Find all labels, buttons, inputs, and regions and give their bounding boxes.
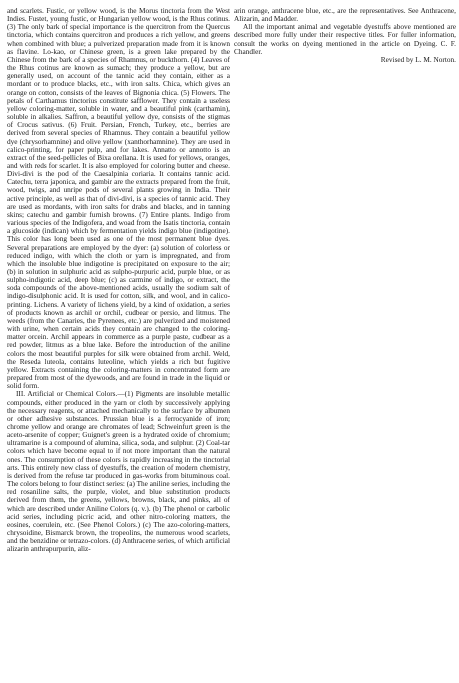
left-column bbox=[7, 7, 230, 553]
revision-signature: Revised by L. M. Norton. bbox=[380, 54, 456, 64]
body-paragraph: and scarlets. Fustic, or yellow wood, is the Morus tinctoria from the West Indies. Fustet, young fustic, or Hungarian yellow wood, is the Rhus cotinus. (3) The only bark of special importance is the quercitron from the Quercus tinctoria, which contains quercitron and produces a rich yellow, and greens when combined with blue; a pulverized preparation made from it is known as flavine. Lo-kao, or Chinese green, is a green lake prepared by the Chinese from the bark of a species of Rhamnus, or buckthorn. (4) Leaves of the Rhus cotinus are known as sumach; they produce a yellow, but are generally used, on account of the tannic acid they contain, either as a mordant or to produce blacks, etc., with iron salts. Chica, which gives an orange on cotton, consists of the leaves of Bignonia chica. (5) Flowers. The petals of Carthamus tinctorius constitute safflower. They contain a useless yellow coloring-matter, soluble in water, and a beautiful pink (carthamin), soluble in alkalies. Saffron, a beautiful yellow dye, consists of the stigmas of Crocus sativus. (6) Fruit. Persian, French, Turkey, etc., berries are derived from several species of Rhamnus. They contain a beautiful yellow dye (chrysorhamnine) and olive yellow (xanthorhamnine). They are used in calico-printing, for paper pulp, and for lakes. Annatto or annotto is an extract of the seed-pellicles of Bixa orellana. It is used for yellows, oranges, and with reds for scarlet. It is also employed for coloring butter and cheese. Divi-divi is the pod of the Caesalpinia coriaria. It contains tannic acid. Catechu, terra japonica, and gambir are the extracts prepared from the fruit, wood, twigs, and unripe pods of several plants growing in India. Their active principle, as well as that of divi-divi, is a species of tannic acid. They are used as mordants, with iron salts for drabs and blacks, and in tanning skins; catechu and gambir furnish browns. (7) Entire plants. Indigo from various species of the Indigofera, and woad from the Isatis tinctoria, contain a glucoside (indican) which by fermentation yields indigo blue (indigotine). This color has long been used as one of the most permanent blue dyes. Several preparations are employed by the dyer: (a) solution of colorless or reduced indigo, with which the cloth or yarn is impregnated, and from which the insoluble blue indigotine is precipitated on exposure to the air; (b) in solution in sulphuric acid as sulpho-purpuric acid, purple blue, or as sulpho-indigotic acid, deep blue; (c) as carmine of indigo, or extract, the soda compounds of the above-mentioned acids, usually the sodium salt of indigo-disulphonic acid. It is used for cotton, silk, and wool, and in calico-printing. Lichens. A variety of lichens yield, by a kind of oxidation, a series of products known as archil or orchil, cudbear or persio, and litmus. The weeds (from the Canaries, the Pyrenees, etc.) are pulverized and moistened with urine, when certain acids they contain are changed to the coloring-matter orcein. Archil appears in commerce as a purple paste, cudbear as a red powder, litmus as a blue lake. Before the introduction of the aniline colors the most beautiful purples for silk were obtained from archil. Weld, the Reseda luteola, contains luteoline, which yields a rich but fugitive yellow. Extracts containing the coloring-matters in concentrated form are prepared from most of the dyewoods, and are found in trade in the liquid or solid form. bbox=[7, 6, 230, 391]
body-paragraph: III. Artificial or Chemical Colors.—(1) Pigments are insoluble metallic compounds, either produced in the yarn or cloth by successively applying the necessary reagents, or attached mechanically to the surface by albumen or other adhesive substances. Prussian blue is a ferrocyanide of iron; chrome yellow and orange are chromates of lead; Schweinfurt green is the aceto-arsenite of copper; Guignet's green is a hydrated oxide of chromium; ultramarine is a compound of alumina, silica, soda, and sulphur. (2) Coal-tar colors which have become equal to if not more important than the natural ones. The consumption of these colors is rapidly increasing in the tinctorial arts. This entirely new class of dyestuffs, the creation of modern chemistry, is derived from the refuse tar produced in gas-works from bituminous coal. The colors belong to four distinct series: (a) The aniline series, including the red rosaniline salts, the purple, violet, and blue substitution products derived from them, the greens, yellows, browns, black, and pinks, all of which are described under Aniline Colors (q. v.). (b) The phenol or carbolic acid series, including picric acid, and other nitro-coloring matters, the eosines, coerulein, etc. (See Phenol Colors.) (c) The azo-coloring-matters, chrysoidine, Bismarck brown, the tropeolins, the numerous wood scarlets, and the benzidine or tetrazo-colors. (d) Anthracene series, of which artificial alizarin anthrapurpurin, aliz- bbox=[7, 389, 230, 554]
body-text: All the important animal and vegetable dyestuffs above mentioned are described more fully under their respective titles. For fuller information, consult the works on dyeing mentioned in the article on Dyeing. bbox=[234, 22, 456, 48]
body-paragraph: arin orange, anthracene blue, etc., are the representatives. See Anthracene, Alizarin, and Madder. bbox=[234, 6, 456, 24]
author-signature: C. F. Chandler. bbox=[234, 38, 456, 56]
body-paragraph bbox=[234, 23, 456, 56]
right-column bbox=[234, 7, 456, 64]
